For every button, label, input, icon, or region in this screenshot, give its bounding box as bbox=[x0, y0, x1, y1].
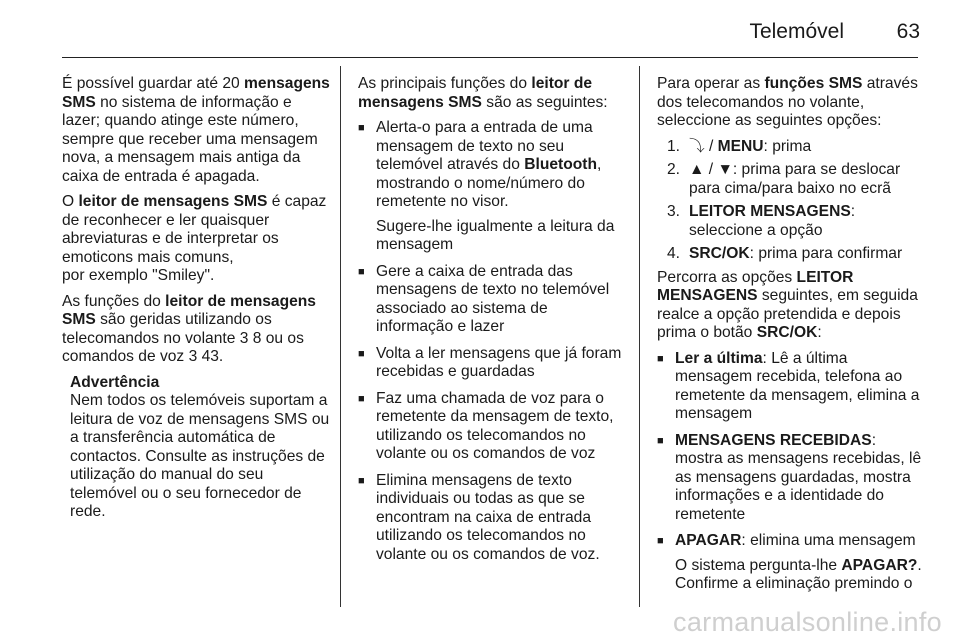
page-number: 63 bbox=[896, 20, 920, 43]
bold-term: leitor de mensagens SMS bbox=[62, 292, 316, 328]
list-item-subtext: Sugere-lhe igualmente a leitura da mensagem bbox=[376, 217, 615, 253]
list-item-text: Gere a caixa de entrada das mensagens de texto no telemóvel associado ao sistema de informação e lazer bbox=[376, 262, 610, 335]
bullet-marker: ■ bbox=[358, 265, 365, 278]
step-text: LEITOR MENSAGENS: seleccione a opção bbox=[689, 203, 856, 239]
numbered-step bbox=[657, 138, 925, 157]
list-item-text: APAGAR: elimina uma mensagem bbox=[675, 532, 916, 549]
note-box bbox=[62, 374, 334, 522]
step-number: 3. bbox=[667, 203, 681, 220]
step-text: ▲ / ▼: prima para se deslocar para cima/para baixo no ecrã bbox=[689, 161, 901, 197]
list-item bbox=[358, 472, 626, 565]
bold-term: SRC/OK bbox=[756, 324, 818, 341]
list-item-text: Elimina mensagens de texto individuais ou todas as que se encontram na caixa de entrada utilizando os telecomandos no volante ou os comandos de voz. bbox=[376, 471, 600, 563]
bold-term: APAGAR bbox=[675, 532, 742, 549]
page-title: Telemóvel bbox=[749, 20, 844, 43]
bold-term: leitor de mensagens SMS bbox=[358, 75, 593, 111]
paragraph: O leitor de mensagens SMS é capaz de reconhecer e ler quaisquer abreviaturas e de interpretar os emoticons mais comuns, por exemplo "Smiley". bbox=[62, 193, 327, 284]
bullet-marker: ■ bbox=[358, 347, 365, 360]
numbered-step bbox=[657, 161, 925, 198]
bold-term: Ler a última bbox=[675, 349, 763, 367]
list-item bbox=[358, 119, 626, 255]
bold-term: Bluetooth bbox=[524, 156, 597, 173]
column-1 bbox=[62, 75, 334, 522]
step-number: 1. bbox=[667, 137, 681, 155]
bold-term: MENSAGENS RECEBIDAS bbox=[675, 431, 872, 449]
list-item-subtext: O sistema pergunta-lhe APAGAR?. Confirme a eliminação premindo o bbox=[675, 556, 922, 592]
bullet-marker: ■ bbox=[657, 434, 664, 447]
bullet-marker: ■ bbox=[358, 392, 365, 405]
list-item bbox=[358, 263, 626, 337]
bullet-list bbox=[657, 350, 925, 594]
note-text: Nem todos os telemóveis suportam a leitura de voz de mensagens SMS ou a transferência automática de contactos. Consulte as instruções de utilização do manual do seu telemóvel ou o seu fornecedor de rede. bbox=[70, 392, 330, 520]
step-text: ⤵ / MENU: prima bbox=[689, 137, 812, 155]
list-item-text: Volta a ler mensagens que já foram recebidas e guardadas bbox=[376, 344, 622, 380]
bullet-marker: ■ bbox=[358, 474, 365, 487]
bold-term: LEITOR MENSAGENS bbox=[689, 203, 851, 220]
bullet-marker: ■ bbox=[657, 352, 664, 365]
numbered-list bbox=[657, 138, 925, 264]
list-item-text: Faz uma chamada de voz para o remetente da mensagem de texto, utilizando os telecomandos no volante ou os comandos de voz bbox=[376, 389, 614, 462]
bold-term: MENU bbox=[717, 137, 764, 155]
numbered-step bbox=[657, 203, 925, 240]
page-header bbox=[0, 0, 960, 58]
step-text: SRC/OK: prima para confirmar bbox=[689, 245, 903, 262]
list-item bbox=[358, 390, 626, 464]
numbered-step bbox=[657, 245, 925, 264]
column-2 bbox=[358, 75, 626, 572]
bold-term: funções SMS bbox=[764, 75, 863, 92]
step-number: 4. bbox=[667, 245, 681, 262]
bold-term: SRC/OK bbox=[689, 245, 750, 262]
list-item bbox=[657, 350, 925, 424]
list-item bbox=[657, 532, 925, 594]
bold-term: APAGAR? bbox=[841, 556, 918, 574]
bold-term: LEITOR MENSAGENS bbox=[657, 268, 854, 304]
list-item-text: Ler a última: Lê a última mensagem recebida, telefona ao remetente da mensagem, elimina a mensagem bbox=[675, 349, 920, 422]
list-item bbox=[657, 432, 925, 525]
bullet-list bbox=[358, 119, 626, 564]
paragraph: As principais funções do leitor de mensagens SMS são as seguintes: bbox=[358, 75, 608, 111]
step-number: 2. bbox=[667, 161, 681, 178]
column-divider-2 bbox=[639, 66, 640, 607]
bullet-marker: ■ bbox=[657, 535, 664, 547]
list-item-text: MENSAGENS RECEBIDAS: mostra as mensagens recebidas, lê as mensagens guardadas, mostra informações e a identidade do remetente bbox=[675, 431, 922, 523]
paragraph: É possível guardar até 20 mensagens SMS no sistema de informação e lazer; quando atinge este número, sempre que receber uma mensagem nova, a mensagem mais antiga da caixa de entrada é apagada. bbox=[62, 75, 330, 185]
note-title: Advertência bbox=[70, 373, 160, 391]
bold-term: mensagens SMS bbox=[62, 75, 330, 111]
header-divider bbox=[62, 57, 918, 58]
column-divider-1 bbox=[340, 66, 341, 607]
paragraph: As funções do leitor de mensagens SMS são geridas utilizando os telecomandos no volante 3 8 ou os comandos de voz 3 43. bbox=[62, 292, 316, 365]
list-item bbox=[358, 345, 626, 382]
list-item-text: Alerta-o para a entrada de uma mensagem de texto no seu telemóvel através do Bluetooth, mostrando o nome/número do remetente no visor. bbox=[376, 119, 602, 210]
watermark: carmanualsonline.info bbox=[673, 607, 942, 637]
column-3 bbox=[657, 75, 925, 602]
bullet-marker: ■ bbox=[358, 122, 365, 134]
bold-term: leitor de mensagens SMS bbox=[78, 193, 268, 210]
paragraph: Para operar as funções SMS através dos telecomandos no volante, seleccione as seguintes opções: bbox=[657, 75, 918, 129]
paragraph: Percorra as opções LEITOR MENSAGENS seguintes, em seguida realce a opção pretendida e depois prima o botão SRC/OK: bbox=[657, 268, 918, 341]
